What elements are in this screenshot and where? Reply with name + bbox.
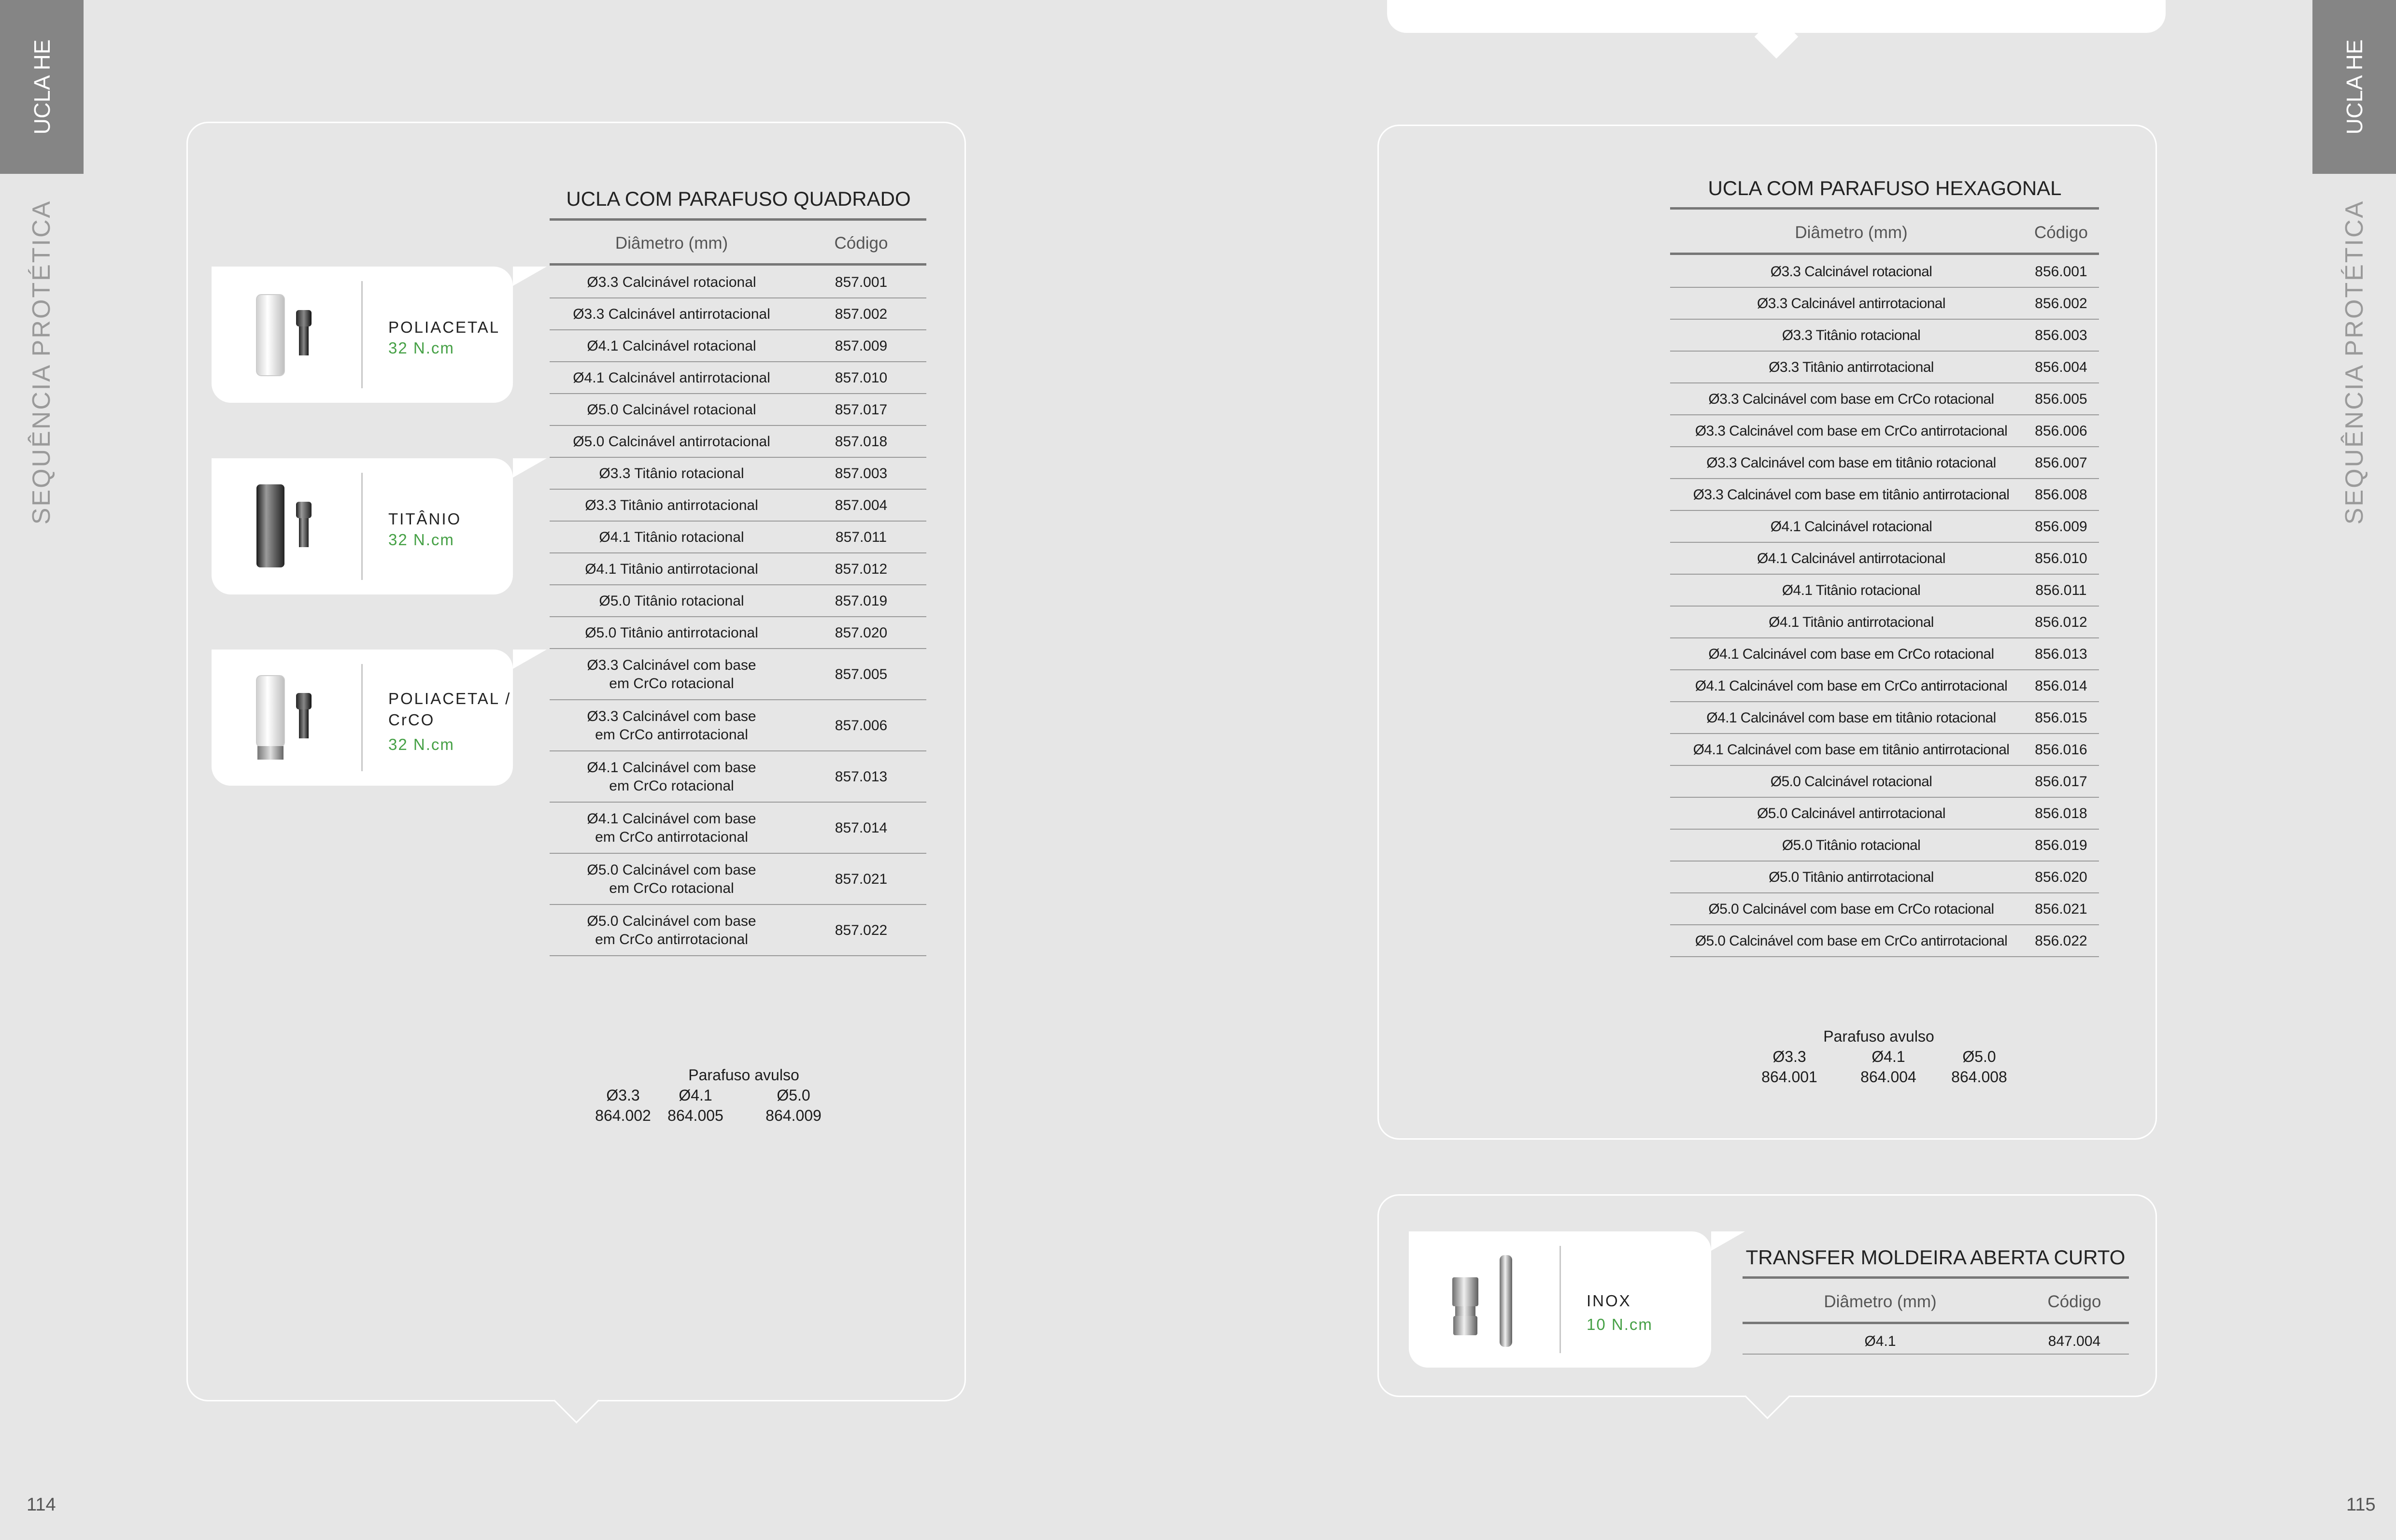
screw-diameter: Ø3.3 [606,1087,640,1104]
col-header-code: Código [2034,223,2088,242]
table-cell-code: 856.015 [2035,710,2087,726]
table-cell-code: 856.010 [2035,551,2087,566]
table-cell-code: 856.018 [2035,805,2087,821]
screw-code: 864.009 [766,1107,822,1124]
table-cell-code: 856.011 [2035,582,2087,598]
col-header-code: Código [2047,1292,2101,1311]
product-card [212,650,513,786]
product-card [1409,1231,1711,1368]
loose-screws [595,1066,889,1129]
table-cell-code: 857.017 [835,402,888,418]
side-tab-label: UCLA HE [29,39,55,135]
product-torque: 10 N.cm [1587,1315,1653,1333]
screw-diameter: Ø5.0 [1962,1048,1996,1065]
table-cell-code: 856.008 [2035,487,2087,503]
table-cell-diameter: Ø4.1 Titânio rotacional [1782,582,1921,598]
table-cell-code: 856.012 [2035,614,2087,630]
ucla-poliacetal-crco-image [253,674,320,765]
table-cell-diameter: Ø5.0 Titânio rotacional [599,593,744,609]
col-header-code: Código [834,234,888,253]
table-cell-code: 857.021 [835,871,888,887]
screw-code: 864.002 [595,1107,651,1124]
table-cell-code: 857.019 [835,593,888,609]
table-cell-code: 857.013 [835,769,888,785]
table-cell-diameter: Ø4.1 Calcinável com base em CrCo antirrotacional [587,811,756,845]
table-cell-diameter: Ø3.3 Titânio antirrotacional [585,497,758,513]
table-cell-diameter: Ø4.1 Calcinável com base em CrCo rotacional [587,760,756,794]
screw-code: 864.004 [1860,1068,1916,1086]
screw-diameter: Ø4.1 [1871,1048,1905,1065]
table-cell-diameter: Ø5.0 Calcinável com base em CrCo rotacional [1708,901,1994,917]
table-cell-code: 856.019 [2035,837,2087,853]
table-cell-code: 856.003 [2035,327,2087,343]
table-cell-diameter: Ø5.0 Titânio rotacional [1782,837,1921,853]
table-cell-diameter: Ø3.3 Titânio rotacional [1782,327,1921,343]
table-cell-code: 856.013 [2035,646,2087,662]
table-cell-code: 857.012 [835,561,888,577]
table-cell-diameter: Ø5.0 Calcinável com base em CrCo antirrotacional [587,913,756,947]
product-name: POLIACETAL [388,318,500,336]
col-header-diameter: Diâmetro (mm) [615,234,728,253]
table-cell-diameter: Ø5.0 Titânio antirrotacional [585,625,758,641]
table-cell-code: 856.009 [2035,519,2087,535]
section-label: SEQUÊNCIA PROTÉTICA [2340,199,2368,525]
side-tab-left [0,0,84,174]
product-card [212,458,513,594]
loose-screws [1734,1028,2024,1090]
product-torque: 32 N.cm [388,735,454,753]
table-cell-code: 856.017 [2035,774,2087,790]
section-label: SEQUÊNCIA PROTÉTICA [28,199,56,525]
table-cell-diameter: Ø3.3 Calcinável antirrotacional [1757,296,1945,311]
table-cell-diameter: Ø4.1 [1864,1333,1896,1349]
screw-code: 864.005 [667,1107,723,1124]
product-torque: 32 N.cm [388,339,454,357]
table-cell-diameter: Ø5.0 Calcinável antirrotacional [573,434,770,450]
page-number: 114 [27,1495,56,1515]
table-cell-code: 857.011 [835,529,887,545]
table-cell-code: 857.004 [835,497,888,513]
ucla-titanio-image [253,482,320,574]
table-cell-code: 856.005 [2035,391,2087,407]
table-cell-code: 857.009 [835,338,888,354]
table-cell-diameter: Ø4.1 Calcinável antirrotacional [1757,551,1945,566]
product-name: INOX [1587,1292,1631,1310]
table-cell-diameter: Ø4.1 Titânio antirrotacional [1769,614,1934,630]
table-cell-code: 857.002 [835,306,888,322]
table-cell-diameter: Ø5.0 Calcinável rotacional [1770,774,1932,790]
table-cell-code: 857.005 [835,666,888,682]
table-cell-code: 857.010 [835,370,888,386]
table-cell-diameter: Ø3.3 Calcinável com base em CrCo rotacional [587,657,756,692]
table-cell-code: 857.020 [835,625,888,641]
table-cell-code: 857.014 [835,820,888,836]
screw-code: 864.008 [1951,1068,2007,1086]
table-cell-diameter: Ø3.3 Calcinável antirrotacional [573,306,770,322]
col-header-diameter: Diâmetro (mm) [1795,223,1908,242]
table-cell-diameter: Ø4.1 Calcinável com base em CrCo antirrotacional [1695,678,2008,694]
table-cell-diameter: Ø3.3 Calcinável rotacional [587,274,756,290]
table-cell-diameter: Ø5.0 Calcinável antirrotacional [1757,805,1945,821]
table-cell-code: 856.014 [2035,678,2087,694]
table-cell-diameter: Ø4.1 Titânio rotacional [599,529,744,545]
table-cell-diameter: Ø4.1 Calcinável com base em CrCo rotacional [1708,646,1994,662]
table-title: TRANSFER MOLDEIRA ABERTA CURTO [1745,1246,2126,1269]
screw-code: 864.001 [1761,1068,1817,1086]
table-cell-diameter: Ø3.3 Calcinável com base em CrCo antirrotacional [587,708,756,743]
table-cell-diameter: Ø4.1 Calcinável com base em titânio antirrotacional [1693,742,2010,758]
table-cell-diameter: Ø5.0 Calcinável com base em CrCo antirrotacional [1695,933,2008,949]
screw-diameter: Ø3.3 [1772,1048,1806,1065]
table-cell-diameter: Ø4.1 Titânio antirrotacional [585,561,758,577]
table-cell-code: 856.016 [2035,742,2087,758]
table-cell-diameter: Ø3.3 Calcinável com base em titânio antirrotacional [1693,487,2010,503]
table-cell-code: 857.003 [835,466,888,481]
table-cell-code: 857.022 [835,922,888,938]
loose-screws-label: Parafuso avulso [1823,1028,1934,1045]
table-title: UCLA COM PARAFUSO HEXAGONAL [1708,177,2062,199]
table-cell-code: 856.007 [2035,455,2087,471]
table-cell-code: 856.001 [2035,264,2087,280]
table-cell-code: 856.020 [2035,869,2087,885]
table-cell-code: 857.006 [835,718,888,734]
table-cell-code: 856.021 [2035,901,2087,917]
table-cell-diameter: Ø3.3 Calcinável com base em CrCo antirrotacional [1695,423,2008,439]
table-cell-diameter: Ø3.3 Calcinável com base em CrCo rotacional [1708,391,1994,407]
table-title: UCLA COM PARAFUSO QUADRADO [566,187,911,210]
table-cell-code: 856.006 [2035,423,2087,439]
table-cell-diameter: Ø3.3 Titânio rotacional [599,466,744,481]
table-cell-diameter: Ø3.3 Calcinável com base em titânio rotacional [1706,455,1996,471]
table-cell-diameter: Ø5.0 Titânio antirrotacional [1769,869,1934,885]
product-torque: 32 N.cm [388,531,454,549]
product-name: TITÂNIO [388,510,462,528]
page-number: 115 [2346,1495,2376,1515]
table-cell-diameter: Ø5.0 Calcinável com base em CrCo rotacional [587,862,756,896]
table-cell-diameter: Ø3.3 Titânio antirrotacional [1769,359,1934,375]
table-cell-code: 857.001 [835,274,888,290]
table-cell-code: 856.004 [2035,359,2087,375]
table-cell-diameter: Ø4.1 Calcinável com base em titânio rotacional [1706,710,1996,726]
table-cell-diameter: Ø4.1 Calcinável rotacional [1770,519,1932,535]
side-tab-right [2312,0,2396,174]
table-cell-code: 856.002 [2035,296,2087,311]
screw-diameter: Ø4.1 [679,1087,712,1104]
side-tab-label: UCLA HE [2341,39,2367,135]
loose-screws-label: Parafuso avulso [688,1066,799,1084]
table-cell-diameter: Ø4.1 Calcinável rotacional [587,338,756,354]
table-cell-diameter: Ø3.3 Calcinável rotacional [1770,264,1932,280]
product-name: POLIACETAL / CrCO [388,690,511,729]
table-cell-diameter: Ø4.1 Calcinável antirrotacional [573,370,770,386]
table-cell-code: 856.022 [2035,933,2087,949]
transfer-inox-image [1447,1253,1525,1350]
ucla-poliacetal-image [253,291,320,382]
screw-diameter: Ø5.0 [777,1087,810,1104]
table-cell-code: 857.018 [835,434,888,450]
table-cell-diameter: Ø5.0 Calcinável rotacional [587,402,756,418]
col-header-diameter: Diâmetro (mm) [1824,1292,1937,1311]
product-card [212,267,513,403]
table-cell-code: 847.004 [2048,1333,2101,1349]
